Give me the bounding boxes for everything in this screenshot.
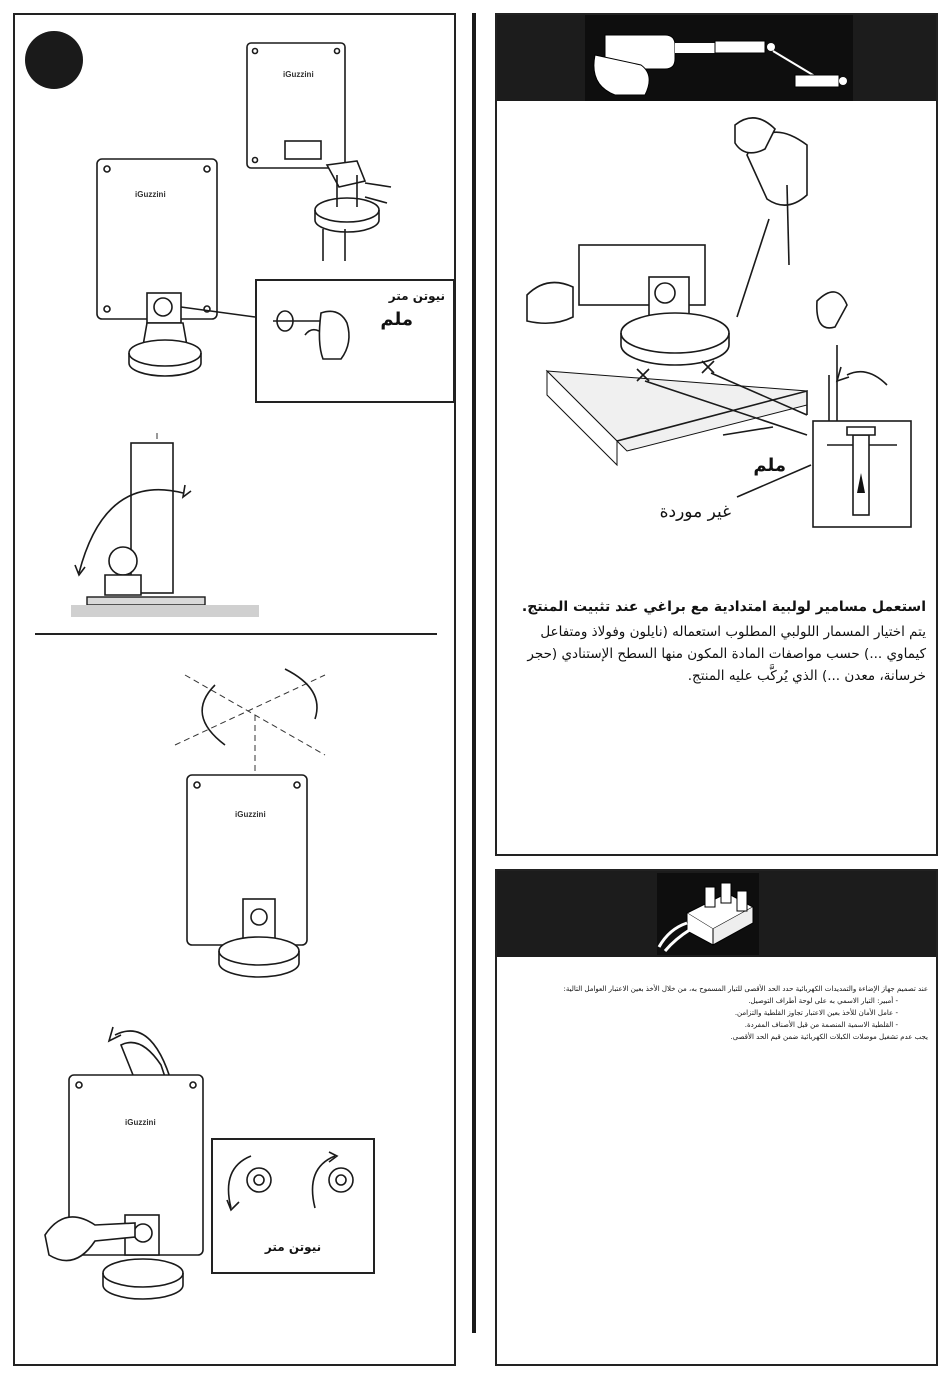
rotation-axes-illustration <box>165 655 335 985</box>
mounting-heading: استعمل مسامير لولبية امتدادية مع براغي عند تثبيت المنتج. <box>521 599 926 615</box>
rotate-counterclockwise-icon <box>297 1148 367 1218</box>
mm-label: ملم <box>380 309 413 330</box>
tilt-side-view-illustration <box>65 433 265 618</box>
electrical-panel <box>495 869 938 1366</box>
mounting-header <box>497 15 936 101</box>
left-panel <box>13 13 456 1366</box>
section-divider <box>35 633 437 635</box>
drill-anchor-icon <box>585 15 853 101</box>
electrical-intro: عند تصميم جهاز الإضاءة والتمديدات الكهربائية حدد الحد الأقصى للتيار المسموح به، من خلال الأخذ بعين الاعتبار العوامل التالية: <box>563 985 928 993</box>
electrical-footer: يجب عدم تشغيل موصلات الكبلات الكهربائية ضمن قيم الحد الأقصى. <box>730 1033 928 1041</box>
terminal-block-icon <box>657 873 759 955</box>
mounting-body-line: يتم اختيار المسمار اللولبي المطلوب استعماله (نايلون وفولاذ ومتفاعل <box>540 624 926 640</box>
mounting-body-line: خرسانة، معدن ...) الذي يُركَّب عليه المنتج. <box>687 668 926 684</box>
hex-key-icon <box>265 299 355 369</box>
brand-mark: iGuzzini <box>283 70 314 79</box>
wall-mounting-illustration <box>507 105 932 545</box>
adjust-fixture-illustration <box>35 1005 235 1345</box>
mounting-panel <box>495 13 938 856</box>
torque-callout <box>211 1138 375 1274</box>
svg-text:iGuzzini: iGuzzini <box>235 810 266 819</box>
electrical-item: - عامل الأمان للأخذ بعين الاعتبار تجاوز القلطية والتزامن. <box>734 1009 898 1017</box>
mounting-body-line: كيماوي ...) حسب مواصفات المادة المكون منها السطح الإستنادي (حجر <box>527 646 926 662</box>
torque-unit-label: نيوتن متر <box>264 1240 322 1254</box>
hex-key-callout <box>255 279 455 403</box>
not-supplied-label: غير موردة <box>659 502 731 522</box>
electrical-text <box>527 983 928 1043</box>
svg-text:iGuzzini: iGuzzini <box>125 1118 156 1127</box>
rotate-clockwise-icon <box>219 1148 289 1218</box>
electrical-header <box>497 871 936 957</box>
center-divider <box>472 13 476 1333</box>
electrical-item: - القلطية الاسمية المنصمة من قبل الأصناف المفردة. <box>744 1021 898 1029</box>
mm-label: ملم <box>753 455 786 476</box>
electrical-item: - أمبير: التيار الاسمي به على لوحة أطراف التوصيل. <box>748 997 898 1005</box>
torque-unit-label: نيوتن متر <box>388 289 445 303</box>
mounting-body <box>521 621 926 687</box>
svg-text:iGuzzini: iGuzzini <box>135 190 166 199</box>
